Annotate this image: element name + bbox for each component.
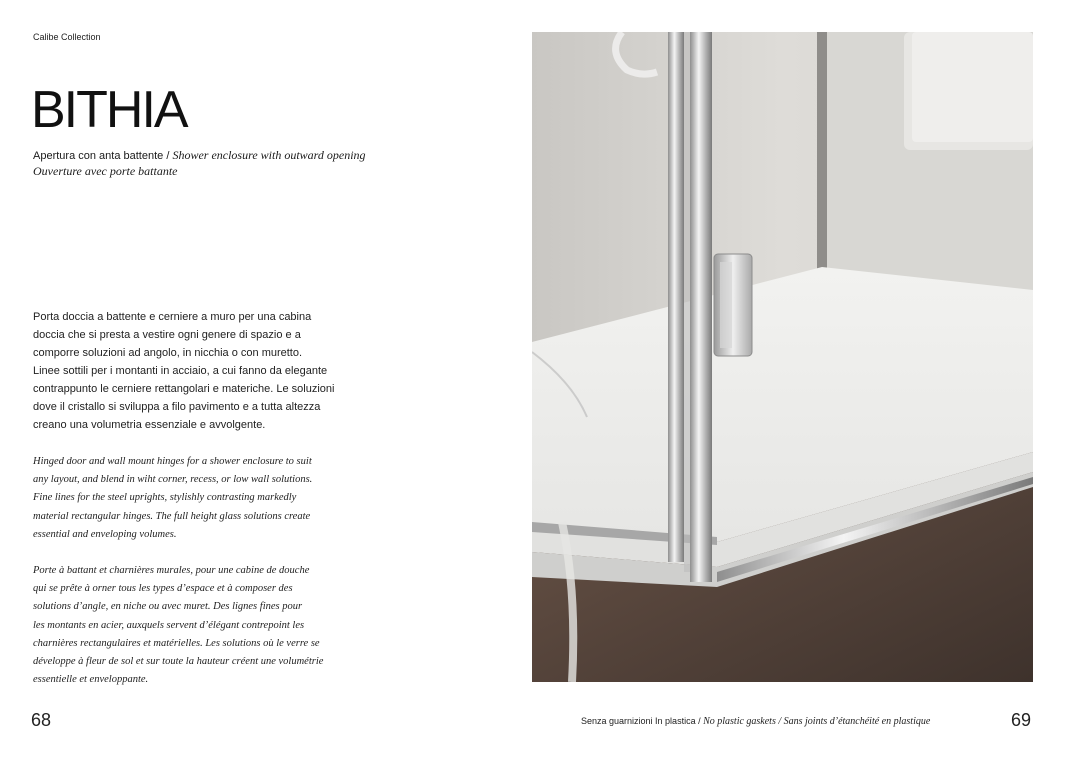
subtitle-english: Shower enclosure with outward opening: [172, 148, 366, 162]
subtitle-french: Ouverture avec porte battante: [33, 164, 178, 178]
text-line: any layout, and blend in wiht corner, recess, or low wall solutions.: [33, 474, 313, 486]
text-line: Porte à battant et charnières murales, pour une cabine de douche: [33, 565, 310, 576]
footer-note-italian: Senza guarnizioni In plastica /: [581, 716, 704, 726]
subtitle-italian: Apertura con anta battente /: [33, 150, 173, 162]
text-line: comporre soluzioni ad angolo, in nicchia o con muretto.: [33, 347, 303, 359]
footer-note-english: No plastic gaskets /: [703, 716, 784, 727]
text-line: charnières rectangulaires et matérielles. Les solutions où le verre se: [33, 637, 320, 649]
text-line: développe à fleur de sol et sur toute la hauteur créent une volumétrie: [33, 656, 324, 668]
product-title: BITHIA: [31, 81, 187, 139]
text-line: contrappunto le cerniere rettangolari e materiche. Le soluzioni: [33, 383, 335, 395]
description-english: [33, 453, 363, 544]
text-line: solutions d’angle, en niche ou avec muret. Des lignes fines pour: [33, 601, 303, 613]
shower-enclosure-photo: [532, 32, 1033, 682]
text-line: les montants en acier, auxquels servent d’élégant contrepoint les: [33, 619, 305, 631]
description-french: [33, 562, 363, 689]
product-subtitle: [33, 148, 393, 180]
text-line: qui se prête à orner tous les types d’espace et à composer des: [33, 583, 293, 595]
text-line: essentielle et enveloppante.: [33, 674, 149, 686]
text-line: Hinged door and wall mount hinges for a shower enclosure to suit: [33, 456, 312, 467]
text-line: creano una volumetria essenziale e avvolgente.: [33, 419, 266, 431]
text-line: doccia che si presta a vestire ogni genere di spazio e a: [33, 329, 301, 341]
footer-note-french: Sans joints d’étanchéité en plastique: [783, 716, 931, 727]
text-line: material rectangular hinges. The full height glass solutions create: [33, 510, 311, 522]
footer-note: [581, 716, 930, 727]
description-italian: [33, 308, 353, 434]
page-number-left: 68: [31, 710, 52, 730]
page-number-right: 69: [1011, 710, 1032, 730]
text-line: dove il cristallo si sviluppa a filo pavimento e a tutta altezza: [33, 401, 321, 413]
text-line: Porta doccia a battente e cerniere a muro per una cabina: [33, 311, 312, 323]
collection-label: Calibe Collection: [33, 32, 101, 42]
text-line: essential and enveloping volumes.: [33, 528, 177, 540]
text-line: Fine lines for the steel uprights, stylishly contrasting markedly: [33, 492, 297, 504]
text-line: Linee sottili per i montanti in acciaio, a cui fanno da elegante: [33, 365, 328, 377]
